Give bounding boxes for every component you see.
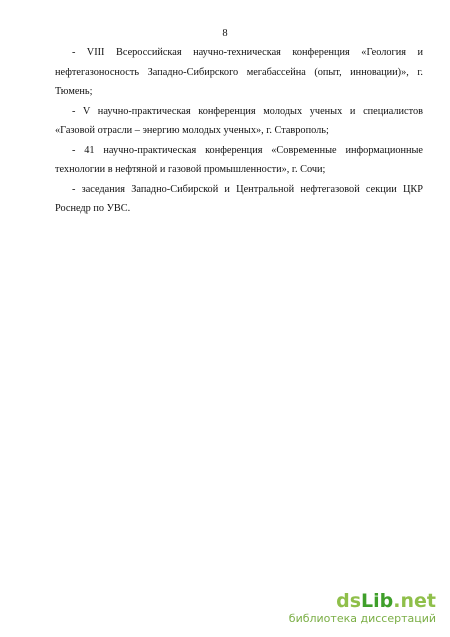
watermark-tagline: библиотека диссертаций [288, 612, 436, 625]
page-number: 8 [222, 28, 228, 39]
list-item: - V научно-практическая конференция молодых ученых и специалистов «Газовой отрасли – энергию молодых ученых», г. Ставрополь; [55, 105, 423, 136]
logo-net: .net [393, 590, 436, 612]
document-body [55, 43, 423, 219]
logo-ds: ds [336, 590, 362, 612]
logo-lib: Lib [361, 590, 394, 612]
list-item: - заседания Западно-Сибирской и Центральной нефтегазовой секции ЦКР Роснедр по УВС. [55, 183, 423, 214]
list-item: - VIII Всероссийская научно-техническая конференция «Геология и нефтегазоносность Западно-Сибирского мегабассейна (опыт, инновации)», г. Тюмень; [55, 47, 423, 97]
dslib-logo [336, 591, 436, 611]
list-item: - 41 научно-практическая конференция «Современные информационные технологии в нефтяной и газовой промышленности», г. Сочи; [55, 144, 423, 175]
dslib-watermark [236, 591, 436, 627]
